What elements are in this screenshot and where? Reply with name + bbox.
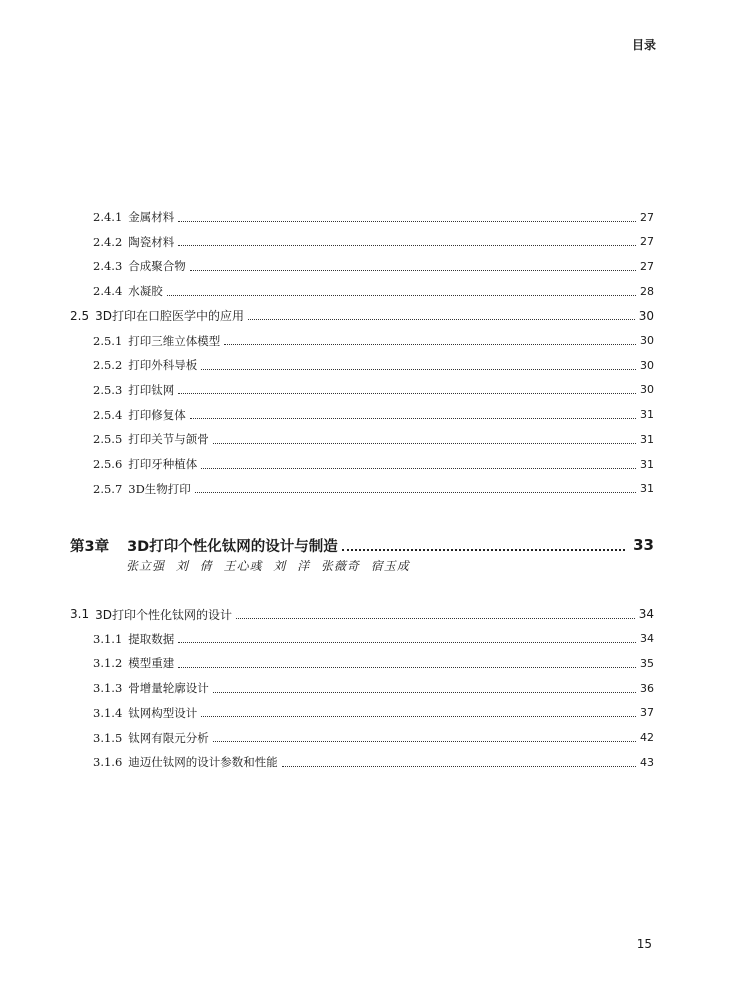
toc-entry-number: 3.1.2 (93, 656, 123, 671)
toc-entry[interactable] (0, 454, 730, 474)
dot-leader (201, 468, 636, 469)
toc-entry-page: 34 (640, 632, 654, 646)
toc-entry-page: 31 (640, 457, 654, 471)
dot-leader (190, 270, 636, 271)
dot-leader (167, 295, 636, 296)
dot-leader (282, 766, 636, 767)
dot-leader (201, 369, 636, 370)
dot-leader (178, 667, 636, 668)
toc-entry-number: 2.5 (70, 308, 90, 323)
toc-entry-number: 3.1.6 (93, 755, 123, 770)
dot-leader (248, 319, 635, 320)
chapter-entry[interactable] (0, 533, 730, 557)
toc-entry-title: 迪迈仕钛网的设计参数和性能 (128, 755, 278, 770)
dot-leader (213, 443, 636, 444)
toc-entry-page: 31 (640, 482, 654, 496)
toc-entry[interactable] (0, 703, 730, 723)
toc-entry-page: 35 (640, 656, 654, 670)
toc-entry[interactable] (0, 653, 730, 673)
toc-entry[interactable] (0, 281, 730, 301)
toc-entry-page: 30 (640, 334, 654, 347)
toc-entry-title: 提取数据 (128, 631, 175, 646)
toc-entry[interactable] (0, 678, 730, 698)
toc-entry-page: 30 (638, 308, 654, 323)
toc-entry-page: 27 (640, 210, 654, 224)
toc-entry-title: 打印牙种植体 (128, 457, 198, 471)
toc-entry-page: 43 (640, 755, 654, 769)
toc-entry[interactable] (0, 306, 730, 326)
toc-entry-title: 水凝胶 (128, 284, 163, 299)
dot-leader (178, 393, 636, 394)
toc-entry-page: 27 (640, 235, 654, 249)
toc-entry[interactable] (0, 232, 730, 252)
dot-leader (213, 741, 636, 742)
toc-entry-page: 31 (640, 408, 654, 422)
toc-entry[interactable] (0, 256, 730, 276)
toc-entry-page: 28 (640, 284, 654, 298)
toc-entry-title: 打印钛网 (128, 382, 175, 397)
toc-entry-page: 30 (640, 383, 654, 397)
dot-leader (178, 245, 636, 246)
dot-leader (213, 692, 636, 693)
toc-entry-title: 打印修复体 (128, 407, 186, 422)
dot-leader (201, 716, 636, 717)
toc-entry-page: 36 (640, 681, 654, 695)
chapter-page: 33 (633, 536, 654, 554)
toc-entry-number: 3.1.3 (93, 681, 123, 696)
chapter-authors: 张立强 刘 倩 王心彧 刘 洋 张薇奇 宿玉成 (126, 559, 410, 573)
toc-entry-title: 金属材料 (128, 210, 175, 224)
dot-leader (236, 618, 635, 619)
toc-entry-number: 2.5.4 (93, 407, 123, 422)
toc-entry-number: 2.4.4 (93, 284, 123, 299)
toc-entry-title: 打印三维立体模型 (128, 333, 221, 348)
toc-entry-page: 34 (638, 607, 654, 621)
toc-entry-title: 3D生物打印 (128, 481, 191, 496)
toc-entry-number: 2.5.5 (93, 432, 123, 447)
toc-entry[interactable] (0, 479, 730, 499)
dot-leader (195, 492, 636, 493)
toc-entry[interactable] (0, 752, 730, 772)
dot-leader (342, 549, 625, 551)
toc-entry-title: 钛网构型设计 (128, 705, 198, 720)
toc-entry[interactable] (0, 728, 730, 748)
toc-entry-number: 2.4.3 (93, 259, 123, 274)
toc-entry-number: 2.5.1 (93, 333, 123, 348)
chapter-title: 3D打印个性化钛网的设计与制造 (127, 538, 338, 555)
dot-leader (224, 344, 636, 345)
toc-entry-number: 3.1.5 (93, 730, 123, 745)
toc-entry[interactable] (0, 331, 730, 351)
toc-entry-page: 37 (640, 706, 654, 720)
toc-entry[interactable] (0, 355, 730, 375)
chapter-number: 第3章 (70, 538, 110, 555)
page-number: 15 (636, 937, 652, 951)
toc-entry-title: 骨增量轮廓设计 (128, 681, 209, 696)
toc-entry-number: 2.4.1 (93, 210, 123, 224)
toc-entry-number: 2.5.3 (93, 382, 123, 397)
toc-entry-number: 2.4.2 (93, 234, 123, 249)
toc-entry-number: 3.1.1 (93, 631, 123, 646)
toc-entry[interactable] (0, 429, 730, 449)
toc-entry-page: 31 (640, 432, 654, 446)
dot-leader (190, 418, 636, 419)
toc-entry[interactable] (0, 405, 730, 425)
toc-entry-number: 3.1 (70, 607, 90, 621)
toc-entry[interactable] (0, 629, 730, 649)
dot-leader (178, 642, 636, 643)
toc-entry-title: 模型重建 (128, 656, 175, 671)
toc-entry[interactable] (0, 604, 730, 624)
toc-entry-number: 2.5.2 (93, 358, 123, 373)
toc-entry[interactable] (0, 380, 730, 400)
toc-entry-number: 2.5.7 (93, 481, 123, 496)
toc-entry[interactable] (0, 207, 730, 227)
toc-entry-title: 3D打印在口腔医学中的应用 (95, 309, 244, 324)
toc-entry-title: 打印外科导板 (128, 358, 198, 373)
toc-entry-title: 钛网有限元分析 (128, 730, 209, 745)
toc-entry-page: 27 (640, 259, 654, 273)
toc-entry-page: 42 (640, 731, 654, 744)
header-section-title: 目录 (631, 38, 656, 52)
toc-entry-page: 30 (640, 358, 654, 372)
toc-entry-title: 陶瓷材料 (128, 234, 175, 249)
toc-entry-title: 打印关节与颌骨 (128, 432, 209, 447)
toc-entry-title: 3D打印个性化钛网的设计 (95, 607, 232, 622)
dot-leader (178, 221, 636, 222)
toc-entry-number: 3.1.4 (93, 705, 123, 720)
toc-entry-title: 合成聚合物 (128, 259, 186, 274)
toc-entry-number: 2.5.6 (93, 457, 123, 471)
